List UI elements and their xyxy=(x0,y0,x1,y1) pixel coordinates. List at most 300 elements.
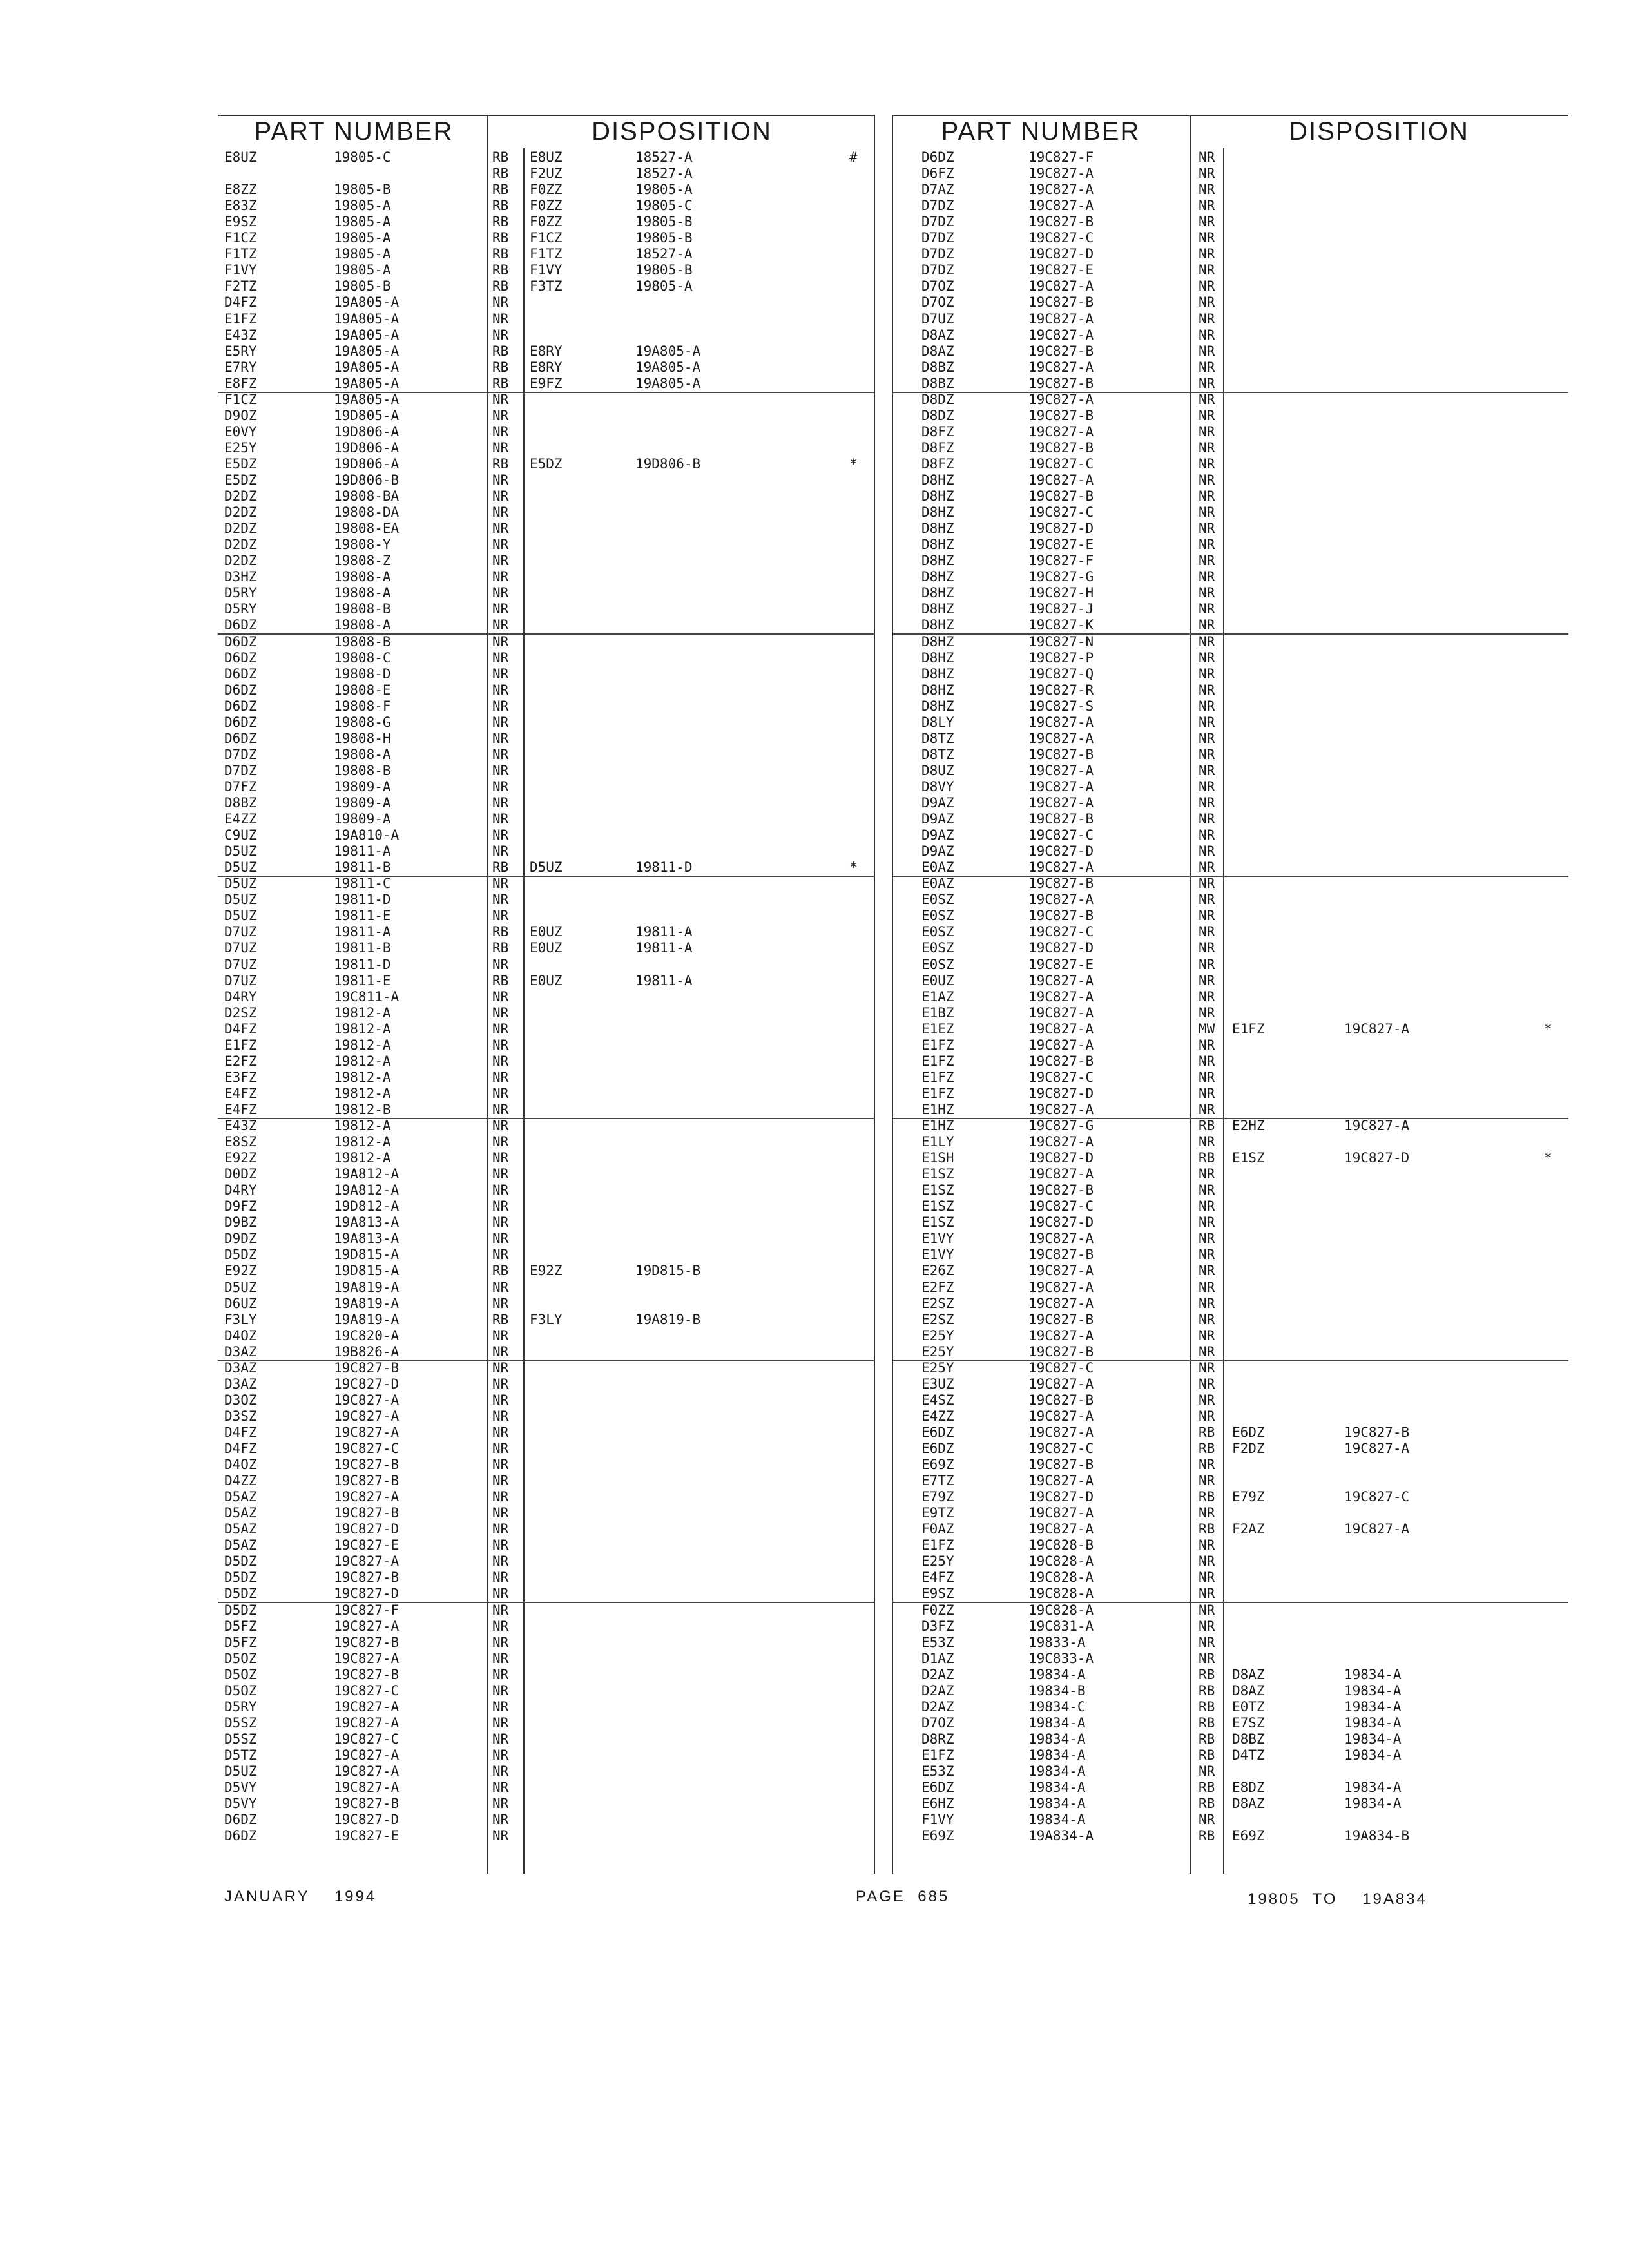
left-model-code: D5VY xyxy=(224,1780,257,1796)
right-row xyxy=(893,311,1568,327)
right-part-number: 19C827-C xyxy=(1028,924,1094,940)
right-part-number: 19C827-A xyxy=(1028,730,1094,746)
right-row xyxy=(893,1715,1568,1731)
right-disposition-code: NR xyxy=(1199,972,1215,988)
left-row xyxy=(218,327,874,343)
right-model-code: E3UZ xyxy=(921,1376,954,1392)
right-row xyxy=(893,1570,1568,1586)
left-model-code: D5DZ xyxy=(224,1602,257,1618)
right-part-number: 19C827-B xyxy=(1028,294,1094,311)
left-disposition-code: NR xyxy=(492,843,509,860)
left-part-number: 19C827-D xyxy=(334,1812,400,1828)
right-disposition-code: NR xyxy=(1199,1311,1215,1327)
right-row xyxy=(893,1102,1568,1119)
right-disposition-code: NR xyxy=(1199,472,1215,488)
left-part-number: 19811-B xyxy=(334,860,391,876)
right-part-number: 19C827-B xyxy=(1028,439,1094,456)
left-disposition-code: NR xyxy=(492,1101,509,1117)
right-disposition-code: NR xyxy=(1199,537,1215,553)
right-model-code: E4SZ xyxy=(921,1392,954,1408)
right-disposition-code: NR xyxy=(1199,407,1215,423)
left-part-number: 19C827-A xyxy=(334,1715,400,1731)
left-model-code: F1TZ xyxy=(224,246,257,262)
left-model-code: D9DZ xyxy=(224,1231,257,1247)
left-row xyxy=(218,1408,874,1425)
left-disposition-code: NR xyxy=(492,1505,509,1521)
left-part-number: 19812-A xyxy=(334,1085,391,1101)
left-replacement-model: E9FZ xyxy=(530,375,563,391)
right-model-code: D8BZ xyxy=(921,359,954,375)
right-model-code: D8AZ xyxy=(921,327,954,343)
left-part-number: 19D815-A xyxy=(334,1263,400,1279)
right-disposition-code: NR xyxy=(1199,1247,1215,1263)
right-replacement-model: D8AZ xyxy=(1232,1796,1265,1812)
left-note-mark: * xyxy=(849,860,858,876)
left-model-code: F2TZ xyxy=(224,278,257,294)
right-model-code: D9AZ xyxy=(921,795,954,811)
left-part-number: 19C827-A xyxy=(334,1747,400,1763)
left-model-code: D2SZ xyxy=(224,1004,257,1021)
left-disposition-code: NR xyxy=(492,1215,509,1231)
right-model-code: E0AZ xyxy=(921,876,954,892)
right-row xyxy=(893,505,1568,521)
left-replacement-part: 19805-B xyxy=(635,214,693,230)
right-disposition-code: NR xyxy=(1199,1634,1215,1650)
left-disposition-code: RB xyxy=(492,456,509,472)
right-part-number: 19C828-B xyxy=(1028,1537,1094,1553)
left-model-code: D7UZ xyxy=(224,956,257,972)
left-disposition-code: NR xyxy=(492,472,509,488)
left-model-code: D5FZ xyxy=(224,1634,257,1650)
right-model-code: D3FZ xyxy=(921,1618,954,1634)
left-part-number: 19808-A xyxy=(334,585,391,601)
left-disposition-code: NR xyxy=(492,569,509,585)
right-model-code: E2FZ xyxy=(921,1279,954,1295)
right-part-number: 19C827-C xyxy=(1028,1360,1094,1376)
right-disposition-code: RB xyxy=(1199,1441,1215,1456)
left-row xyxy=(218,230,874,246)
left-model-code: D5AZ xyxy=(224,1521,257,1537)
right-model-code: E25Y xyxy=(921,1343,954,1360)
left-disposition-code: NR xyxy=(492,988,509,1004)
left-row xyxy=(218,343,874,360)
right-part-number: 19C827-B xyxy=(1028,488,1094,505)
left-model-code: D5VY xyxy=(224,1796,257,1812)
left-model-code: D7FZ xyxy=(224,778,257,794)
right-part-number: 19C827-A xyxy=(1028,1327,1094,1343)
left-model-code: F3LY xyxy=(224,1311,257,1327)
right-model-code: D6FZ xyxy=(921,166,954,182)
right-part-number: 19C827-G xyxy=(1028,569,1094,585)
left-row xyxy=(218,827,874,843)
left-part-number: 19805-A xyxy=(334,262,391,278)
right-row xyxy=(893,149,1568,166)
right-disposition-code: NR xyxy=(1199,1053,1215,1069)
left-model-code: D2DZ xyxy=(224,521,257,537)
left-model-code: D5RY xyxy=(224,585,257,601)
footer-date: JANUARY 1994 xyxy=(224,1888,377,1905)
right-model-code: E1FZ xyxy=(921,1069,954,1085)
right-replacement-part: 19834-A xyxy=(1344,1715,1402,1731)
right-part-number: 19C827-A xyxy=(1028,1166,1094,1182)
left-replacement-model: E0UZ xyxy=(530,924,563,940)
right-model-code: E0SZ xyxy=(921,924,954,940)
right-model-code: E1FZ xyxy=(921,1747,954,1763)
right-disposition-code: NR xyxy=(1199,827,1215,843)
right-model-code: E1FZ xyxy=(921,1085,954,1101)
left-disposition-code: NR xyxy=(492,1247,509,1263)
right-replacement-part: 19C827-D xyxy=(1344,1150,1410,1166)
left-replacement-model: E8RY xyxy=(530,343,563,359)
right-disposition-code: RB xyxy=(1199,1796,1215,1812)
right-disposition-code: NR xyxy=(1199,327,1215,343)
left-model-code: D7DZ xyxy=(224,762,257,778)
right-disposition-code: NR xyxy=(1199,908,1215,924)
left-part-number: 19C827-F xyxy=(334,1602,400,1618)
left-part-number: 19A810-A xyxy=(334,827,400,843)
left-disposition-code: RB xyxy=(492,214,509,230)
left-row xyxy=(218,505,874,521)
right-model-code: E1VY xyxy=(921,1247,954,1263)
right-part-number-header: PART NUMBER xyxy=(941,117,1141,146)
left-disposition-code: NR xyxy=(492,1457,509,1473)
right-disposition-code: NR xyxy=(1199,1376,1215,1392)
right-replacement-model: F2AZ xyxy=(1232,1521,1265,1537)
left-part-number: 19C827-B xyxy=(334,1473,400,1489)
right-row xyxy=(893,795,1568,811)
left-row xyxy=(218,262,874,278)
right-disposition-code: NR xyxy=(1199,1069,1215,1085)
left-disposition-code: NR xyxy=(492,327,509,343)
left-replacement-model: E8UZ xyxy=(530,149,563,165)
left-row xyxy=(218,1699,874,1715)
right-row xyxy=(893,1731,1568,1747)
right-model-code: E1FZ xyxy=(921,1037,954,1053)
left-row xyxy=(218,360,874,376)
left-model-code: D3SZ xyxy=(224,1408,257,1424)
left-model-code: D5OZ xyxy=(224,1682,257,1698)
left-disposition-code: NR xyxy=(492,1489,509,1505)
right-model-code: D8DZ xyxy=(921,391,954,407)
right-disposition-code: NR xyxy=(1199,988,1215,1004)
left-disposition-code: NR xyxy=(492,827,509,843)
left-part-number: 19C827-A xyxy=(334,1763,400,1779)
left-model-code: D7UZ xyxy=(224,924,257,940)
left-replacement-part: 19805-B xyxy=(635,230,693,246)
left-disposition-code: NR xyxy=(492,1085,509,1101)
right-disposition-code: NR xyxy=(1199,375,1215,391)
left-disposition-code: RB xyxy=(492,278,509,294)
left-part-number: 19A819-A xyxy=(334,1279,400,1295)
left-model-code: D9OZ xyxy=(224,407,257,423)
left-row xyxy=(218,1247,874,1263)
left-row xyxy=(218,908,874,924)
right-row xyxy=(893,1134,1568,1150)
left-row xyxy=(218,278,874,294)
right-disposition-code: NR xyxy=(1199,1586,1215,1602)
left-row xyxy=(218,1280,874,1296)
right-replacement-model: D8AZ xyxy=(1232,1666,1265,1682)
right-disposition-code: NR xyxy=(1199,956,1215,972)
right-row xyxy=(893,698,1568,715)
left-part-number: 19C827-B xyxy=(334,1505,400,1521)
right-model-code: D2AZ xyxy=(921,1682,954,1698)
left-part-number: 19812-A xyxy=(334,1053,391,1069)
left-part-number: 19809-A xyxy=(334,811,391,827)
left-part-number: 19812-A xyxy=(334,1021,391,1037)
left-model-code: D9BZ xyxy=(224,1215,257,1231)
left-part-number: 19C827-E xyxy=(334,1537,400,1553)
left-row xyxy=(218,537,874,553)
left-model-code: D3AZ xyxy=(224,1343,257,1360)
left-disposition-code: NR xyxy=(492,1004,509,1021)
left-part-number: 19C827-A xyxy=(334,1650,400,1666)
right-row xyxy=(893,278,1568,294)
left-replacement-part: 19805-A xyxy=(635,278,693,294)
left-disposition-code: NR xyxy=(492,1231,509,1247)
right-row xyxy=(893,779,1568,795)
right-part-number: 19C827-C xyxy=(1028,1198,1094,1215)
left-row xyxy=(218,246,874,262)
right-part-number: 19C827-B xyxy=(1028,343,1094,359)
left-part-number: 19C827-B xyxy=(334,1457,400,1473)
left-part-number: 19812-A xyxy=(334,1004,391,1021)
right-model-code: D7DZ xyxy=(921,246,954,262)
left-row xyxy=(218,1635,874,1651)
left-disposition-code: NR xyxy=(492,1134,509,1150)
right-row xyxy=(893,747,1568,763)
right-part-number: 19C827-A xyxy=(1028,795,1094,811)
right-disposition-code: RB xyxy=(1199,1682,1215,1698)
left-note-mark: # xyxy=(849,149,858,165)
left-disposition-code: NR xyxy=(492,1586,509,1602)
left-disposition-code: NR xyxy=(492,1828,509,1844)
right-part-number: 19C828-A xyxy=(1028,1553,1094,1570)
left-row xyxy=(218,585,874,601)
left-part-number: 19C827-C xyxy=(334,1682,400,1698)
right-model-code: D8HZ xyxy=(921,666,954,682)
left-part-number: 19812-A xyxy=(334,1118,391,1133)
left-part-number: 19C827-A xyxy=(334,1424,400,1440)
left-row xyxy=(218,1651,874,1667)
left-row xyxy=(218,747,874,763)
right-disposition-code: NR xyxy=(1199,230,1215,246)
right-part-number: 19C827-D xyxy=(1028,1085,1094,1101)
left-row xyxy=(218,149,874,166)
left-replacement-model: E92Z xyxy=(530,1263,563,1279)
left-part-number: 19B826-A xyxy=(334,1343,400,1360)
right-model-code: D7UZ xyxy=(921,311,954,327)
footer-page: PAGE 685 xyxy=(856,1888,950,1905)
left-disposition-code: NR xyxy=(492,746,509,762)
left-model-code: E8SZ xyxy=(224,1134,257,1150)
right-row xyxy=(893,763,1568,779)
right-row xyxy=(893,343,1568,360)
left-row xyxy=(218,973,874,989)
left-disposition-code: NR xyxy=(492,1763,509,1779)
left-disposition-code: NR xyxy=(492,407,509,423)
left-model-code: D6DZ xyxy=(224,633,257,649)
right-row xyxy=(893,1053,1568,1070)
left-part-number: 19812-A xyxy=(334,1069,391,1085)
left-row xyxy=(218,1763,874,1780)
right-disposition-code: NR xyxy=(1199,649,1215,666)
right-part-number: 19C827-F xyxy=(1028,553,1094,569)
left-part-number: 19C827-B xyxy=(334,1360,400,1376)
right-model-code: E6DZ xyxy=(921,1441,954,1456)
right-disposition-code: NR xyxy=(1199,521,1215,537)
right-row xyxy=(893,1441,1568,1457)
left-disposition-code: NR xyxy=(492,876,509,892)
right-model-code: E1SZ xyxy=(921,1182,954,1198)
right-row xyxy=(893,246,1568,262)
left-model-code: D4FZ xyxy=(224,1021,257,1037)
left-part-number: 19A805-A xyxy=(334,311,400,327)
right-disposition-code: NR xyxy=(1199,1166,1215,1182)
right-disposition-code: NR xyxy=(1199,439,1215,456)
right-replacement-part: 19834-A xyxy=(1344,1698,1402,1715)
left-row xyxy=(218,424,874,440)
left-model-code: E92Z xyxy=(224,1150,257,1166)
right-disposition-code: NR xyxy=(1199,714,1215,730)
left-part-number: 19C811-A xyxy=(334,988,400,1004)
left-row xyxy=(218,1231,874,1247)
left-disposition-code: NR xyxy=(492,1812,509,1828)
right-row xyxy=(893,1150,1568,1166)
right-replacement-part: 19C827-A xyxy=(1344,1021,1410,1037)
left-model-code: D5FZ xyxy=(224,1618,257,1634)
right-part-number: 19C827-D xyxy=(1028,521,1094,537)
right-part-number: 19C827-D xyxy=(1028,246,1094,262)
left-row xyxy=(218,876,874,892)
left-replacement-part: 19805-C xyxy=(635,198,693,214)
right-row xyxy=(893,1425,1568,1441)
left-row xyxy=(218,617,874,635)
left-model-code: D3AZ xyxy=(224,1360,257,1376)
right-part-number: 19C827-E xyxy=(1028,262,1094,278)
left-part-number: 19805-A xyxy=(334,198,391,214)
right-replacement-model: D8AZ xyxy=(1232,1682,1265,1698)
right-model-code: D8HZ xyxy=(921,601,954,617)
right-row xyxy=(893,424,1568,440)
right-disposition-code: NR xyxy=(1199,423,1215,439)
right-row xyxy=(893,1166,1568,1182)
left-part-number: 19805-A xyxy=(334,246,391,262)
left-model-code: E0VY xyxy=(224,423,257,439)
right-disposition-code: NR xyxy=(1199,924,1215,940)
right-part-number: 19C827-A xyxy=(1028,327,1094,343)
right-model-code: D8RZ xyxy=(921,1731,954,1747)
left-model-code: E3FZ xyxy=(224,1069,257,1085)
right-part-number: 19C827-B xyxy=(1028,1182,1094,1198)
right-part-number: 19833-A xyxy=(1028,1634,1086,1650)
right-disposition-code: NR xyxy=(1199,617,1215,633)
right-part-number: 19C827-C xyxy=(1028,1441,1094,1456)
right-model-code: E0SZ xyxy=(921,908,954,924)
left-model-code: D2DZ xyxy=(224,505,257,521)
left-part-number: 19805-C xyxy=(334,149,391,165)
left-row xyxy=(218,1619,874,1635)
right-model-code: D8HZ xyxy=(921,488,954,505)
right-disposition-code: NR xyxy=(1199,1650,1215,1666)
right-row xyxy=(893,617,1568,635)
left-disposition-code: RB xyxy=(492,1311,509,1327)
left-replacement-part: 19811-D xyxy=(635,860,693,876)
right-row xyxy=(893,1602,1568,1619)
left-row xyxy=(218,634,874,650)
right-model-code: E0SZ xyxy=(921,940,954,956)
right-row xyxy=(893,1763,1568,1780)
left-part-number: 19808-B xyxy=(334,601,391,617)
left-replacement-model: F0ZZ xyxy=(530,214,563,230)
right-model-code: E0AZ xyxy=(921,860,954,876)
right-part-number: 19834-A xyxy=(1028,1747,1086,1763)
left-replacement-model: F2UZ xyxy=(530,166,563,182)
left-disposition-code: NR xyxy=(492,1521,509,1537)
left-model-code: E8UZ xyxy=(224,149,257,165)
left-disposition-code: RB xyxy=(492,359,509,375)
left-model-code: D4FZ xyxy=(224,1424,257,1440)
left-part-number: 19808-E xyxy=(334,682,391,698)
right-model-code: E1SH xyxy=(921,1150,954,1166)
right-row xyxy=(893,585,1568,601)
right-disposition-code: NR xyxy=(1199,1602,1215,1618)
left-model-code: D5UZ xyxy=(224,908,257,924)
right-row xyxy=(893,1408,1568,1425)
left-row xyxy=(218,214,874,230)
left-replacement-model: D5UZ xyxy=(530,860,563,876)
right-model-code: E1SZ xyxy=(921,1198,954,1215)
left-replacement-part: 18527-A xyxy=(635,166,693,182)
left-row xyxy=(218,1215,874,1231)
left-disposition-code: NR xyxy=(492,1166,509,1182)
right-part-number: 19C827-B xyxy=(1028,746,1094,762)
right-replacement-model: E8DZ xyxy=(1232,1780,1265,1796)
right-row xyxy=(893,1215,1568,1231)
left-replacement-part: 19A805-A xyxy=(635,359,701,375)
right-part-number: 19834-A xyxy=(1028,1731,1086,1747)
left-part-number: 19A813-A xyxy=(334,1215,400,1231)
right-replacement-model: E1SZ xyxy=(1232,1150,1265,1166)
right-disposition-code: NR xyxy=(1199,795,1215,811)
right-part-number: 19C827-B xyxy=(1028,407,1094,423)
left-part-number: 19C827-D xyxy=(334,1586,400,1602)
right-part-number: 19C827-P xyxy=(1028,649,1094,666)
right-row xyxy=(893,294,1568,311)
right-note-mark: * xyxy=(1544,1021,1552,1037)
right-row xyxy=(893,1473,1568,1489)
right-disposition-code: RB xyxy=(1199,1118,1215,1133)
left-disposition-code: NR xyxy=(492,1069,509,1085)
left-model-code: D6DZ xyxy=(224,714,257,730)
left-row xyxy=(218,731,874,747)
left-row xyxy=(218,682,874,698)
left-disposition-code: NR xyxy=(492,811,509,827)
left-model-code: D2DZ xyxy=(224,553,257,569)
right-model-code: E79Z xyxy=(921,1489,954,1505)
right-model-code: E53Z xyxy=(921,1634,954,1650)
right-row xyxy=(893,198,1568,214)
right-row xyxy=(893,1344,1568,1361)
right-row xyxy=(893,1198,1568,1215)
right-disposition-code: NR xyxy=(1199,294,1215,311)
left-disposition-code: NR xyxy=(492,956,509,972)
left-model-code: D5UZ xyxy=(224,843,257,860)
left-part-number: 19812-A xyxy=(334,1037,391,1053)
right-row xyxy=(893,182,1568,198)
right-part-number: 19C827-A xyxy=(1028,278,1094,294)
left-row xyxy=(218,989,874,1005)
